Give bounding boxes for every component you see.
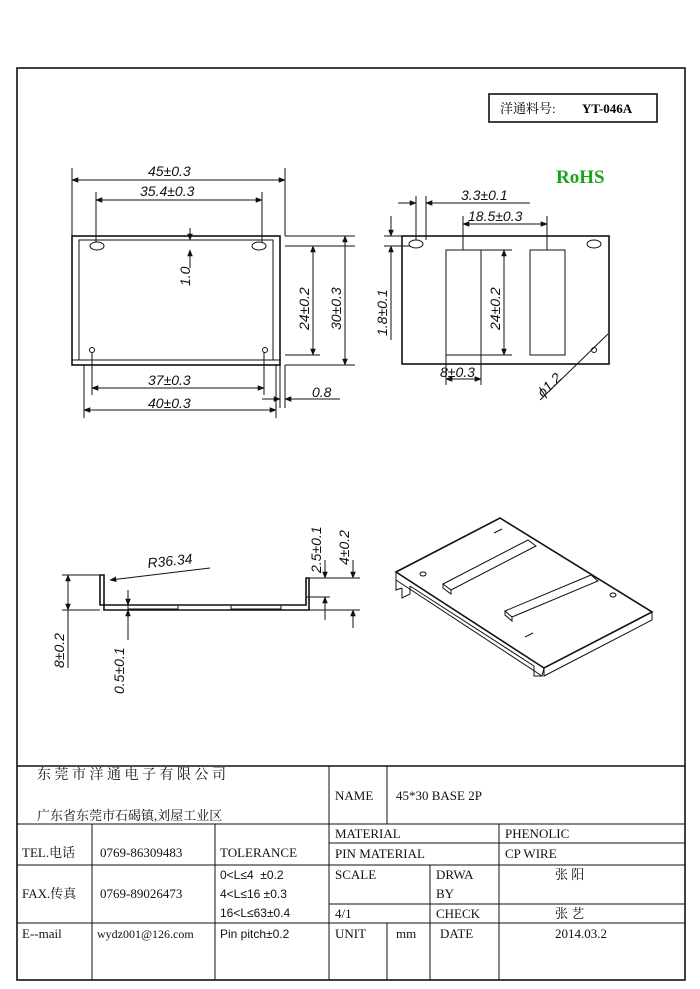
scale-label: SCALE (335, 867, 377, 882)
dim-outer-height: 30±0.3 (328, 287, 344, 330)
dim-inner-height: 24±0.2 (296, 287, 312, 330)
tolerance-row-3: 16<L≤63±0.4 (220, 906, 291, 920)
company-address: 广东省东莞市石碣镇,刘屋工业区 (37, 808, 223, 823)
dim-bottom-width: 40±0.3 (148, 395, 191, 411)
part-number-label: 洋通料号: (500, 101, 556, 116)
iso-slot-upper (443, 540, 536, 590)
name-value: 45*30 BASE 2P (396, 788, 482, 803)
dim-hole-spacing: 35.4±0.3 (140, 183, 195, 199)
material-label: MATERIAL (335, 826, 401, 841)
drawn-label-1: DRWA (436, 867, 474, 882)
unit-value: mm (396, 926, 417, 941)
name-label: NAME (335, 788, 374, 803)
company-name: 东 莞 市 洋 通 电 子 有 限 公 司 (37, 768, 226, 783)
dim-overall-width: 45±0.3 (148, 163, 191, 179)
tolerance-row-2: 4<L≤16 ±0.3 (220, 887, 287, 901)
fax-label: FAX.传真 (22, 886, 77, 901)
dim-edge-margin: 1.8±0.1 (374, 289, 390, 336)
dim-radius: R36.34 (146, 550, 194, 571)
email-value: wydz001@126.com (97, 927, 194, 941)
pin-material-value: CP WIRE (505, 846, 557, 861)
date-value: 2014.03.2 (555, 926, 607, 941)
fax-value: 0769-89026473 (100, 886, 183, 901)
unit-label: UNIT (335, 926, 367, 941)
dim-slot-span: 18.5±0.3 (468, 208, 523, 224)
tel-label: TEL.电话 (22, 845, 76, 860)
slot-left (446, 250, 481, 355)
section-view (51, 526, 360, 694)
drawn-label-2: BY (436, 886, 455, 901)
dim-hole-dia: ϕ1.2 (533, 369, 565, 401)
checked-by: 张 艺 (555, 906, 585, 921)
pin-pitch: Pin pitch±0.2 (220, 927, 290, 941)
dim-slot-width: 8±0.3 (440, 364, 475, 380)
dim-slot-gap: 3.3±0.1 (461, 187, 508, 203)
material-value: PHENOLIC (505, 826, 570, 841)
pin-material-label: PIN MATERIAL (335, 846, 425, 861)
tolerance-label: TOLERANCE (220, 845, 298, 860)
scale-value: 4/1 (335, 906, 352, 921)
slot-view (374, 187, 609, 400)
top-view (72, 163, 355, 418)
rohs-mark: RoHS (556, 167, 605, 188)
isometric-view (396, 518, 652, 676)
dim-step-height: 2.5±0.1 (308, 526, 324, 573)
check-label: CHECK (436, 906, 481, 921)
iso-slot-lower (505, 575, 598, 617)
tel-value: 0769-86309483 (100, 845, 183, 860)
dim-wall-height: 8±0.2 (51, 633, 67, 668)
drawn-by: 张 阳 (555, 867, 585, 882)
slot-right (530, 250, 565, 355)
dim-base-thickness: 0.5±0.1 (111, 647, 127, 694)
part-number-value: YT-046A (582, 101, 633, 116)
tolerance-row-1: 0<L≤4 ±0.2 (220, 868, 284, 882)
dim-slot-length: 24±0.2 (487, 287, 503, 330)
dim-thickness: 0.8 (312, 384, 332, 400)
dim-inner-width: 37±0.3 (148, 372, 191, 388)
date-label: DATE (440, 926, 474, 941)
email-label: E--mail (22, 926, 62, 941)
dim-total-height: 4±0.2 (336, 530, 352, 565)
dim-offset: 1.0 (177, 266, 193, 286)
